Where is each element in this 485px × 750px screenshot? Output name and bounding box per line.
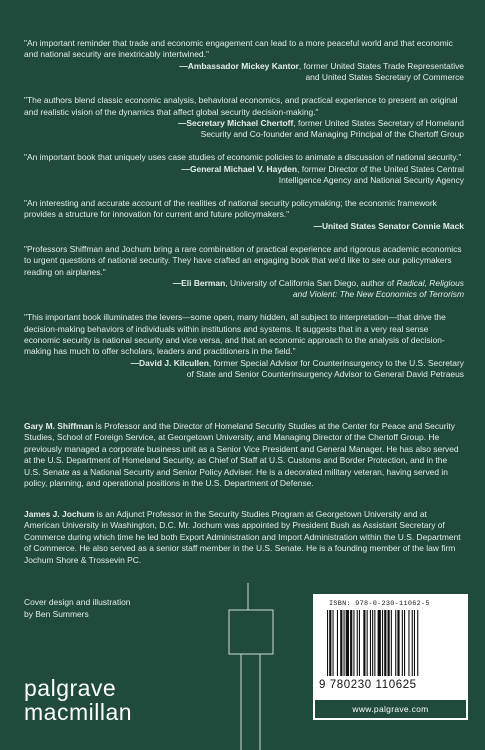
- barcode-bar: [363, 610, 365, 676]
- publisher-logo-line2: macmillan: [24, 699, 133, 725]
- endorser-role-cont: Security and Co-founder and Managing Principal of the Chertoff Group: [200, 129, 464, 140]
- barcode-bar: [417, 610, 418, 676]
- book-title-cont: and Violent: The New Economics of Terrorism: [292, 289, 464, 300]
- endorsement-attribution: [24, 221, 464, 232]
- endorsements: [24, 38, 464, 392]
- author-name: Gary M. Shiffman: [24, 421, 94, 431]
- author-bio: [24, 509, 464, 566]
- barcode-bar: [378, 610, 381, 676]
- endorser-role-cont: of State and Senior Counterinsurgency Advisor to General David Petraeus: [186, 369, 464, 380]
- isbn-label: ISBN: 978-0-230-11062-5: [329, 600, 430, 608]
- author-bio: [24, 421, 464, 489]
- endorsement: [24, 312, 464, 380]
- barcode-bar: [402, 610, 403, 676]
- endorsement-attribution: [24, 61, 464, 84]
- endorser-role: , former Special Advisor for Counterinsurgency to the U.S. Secretary: [208, 357, 464, 368]
- barcode-bar: [357, 610, 358, 676]
- barcode-bar: [340, 610, 342, 676]
- publisher-logo: [24, 676, 132, 724]
- endorser-role-cont: and United States Secretary of Commerce: [305, 72, 464, 83]
- endorsement: [24, 38, 464, 84]
- barcode-bar: [353, 610, 354, 676]
- barcode-bar: [395, 610, 396, 676]
- barcode-bar: [329, 610, 331, 676]
- barcode-bar: [412, 610, 413, 676]
- endorsement: [24, 244, 464, 301]
- barcode-bar: [384, 610, 386, 676]
- endorsement-text: "An important reminder that trade and economic engagement can lead to a more peaceful world and that economic and national security are inextricably intertwined.": [24, 38, 453, 60]
- barcode-bar: [346, 610, 349, 676]
- barcode-bar: [333, 610, 334, 676]
- endorsement-text: "The authors blend classic economic analysis, behavioral economics, and practical experience to present an original and realistic vision of the dynamics that affect global security decision-making.": [24, 95, 458, 117]
- barcode-bar: [391, 610, 392, 676]
- barcode-bar: [372, 610, 373, 676]
- endorsement-attribution: [24, 164, 464, 187]
- book-title: Radical, Religious: [396, 277, 464, 288]
- barcode-panel: [313, 594, 468, 720]
- cover-credit: [24, 596, 130, 620]
- barcode-bar: [327, 610, 328, 676]
- endorsement-text: "Professors Shiffman and Jochum bring a rare combination of practical experience and rigorous academic economics to urgent questions of national security. They have crafted an engaging book that we'd like to see our policymakers reading on airplanes.": [24, 243, 462, 277]
- endorser-name: —Eli Berman: [172, 277, 226, 288]
- barcode-bar: [397, 610, 399, 676]
- publisher-url: www.palgrave.com: [313, 698, 468, 720]
- barcode-bar: [414, 610, 415, 676]
- barcode-bar: [359, 610, 360, 676]
- endorsement: [24, 152, 464, 186]
- endorser-name: —Ambassador Mickey Kantor: [179, 60, 299, 71]
- endorser-name: —Secretary Michael Chertoff: [177, 117, 294, 128]
- publisher-logo-line1: palgrave: [24, 675, 117, 701]
- cover-credit-line: Cover design and illustration: [24, 597, 131, 607]
- barcode-bar: [367, 610, 368, 676]
- endorsement-attribution: [24, 278, 464, 301]
- author-bio-text: is an Adjunct Professor in the Security Studies Program at Georgetown University and at American University in Washington, D.C. Mr. Jochum was appointed by President Bush as Assistant Secretary of Commerce during which time he led both Export Administration and Import Administration within the U.S. Department of Commerce. He also served as a senior staff member in the U.S. Senate. He is a founding member of the law firm Jochum Shore & Trossevin PC.: [24, 509, 461, 565]
- barcode: [327, 610, 455, 676]
- endorser-name: —David J. Kilcullen: [130, 357, 209, 368]
- barcode-bar: [388, 610, 390, 676]
- barcode-bar: [404, 610, 405, 676]
- endorser-role: , former United States Trade Representative: [298, 60, 464, 71]
- barcode-bar: [382, 610, 383, 676]
- barcode-bar: [408, 610, 409, 676]
- barcode-bar: [337, 610, 338, 676]
- author-bio-text: is Professor and the Director of Homeland Security Studies at the Center for Peace and Security Studies, School of Foreign Service, at Georgetown University, and Managing Director of the Chertoff Group. He previously managed a corporate business unit as a Senior Vice President and General Manager. He has also served at the U.S. Department of Homeland Security, as Chief of Staff at U.S. Customs and Border Protection, and in the U.S. Senate as a National Security and Senior Policy Adviser. He is a decorated military veteran, having served in policy, planning, and operational positions in the U.S. Department of Defense.: [24, 421, 459, 489]
- endorser-name: —General Michael V. Hayden: [181, 163, 298, 174]
- endorsement-text: "This important book illuminates the levers—some open, many hidden, all subject to interpretation—that drive the decision-making behaviors of individuals within institutions and systems. It suggests that in a very real sense economic security is national security and vice versa, and that an economic approach to the analysis of decision-making has much to offer scholars, leaders and practitioners in the field.": [24, 312, 446, 357]
- endorsement-attribution: [24, 358, 464, 381]
- barcode-bar: [350, 610, 352, 676]
- cover-credit-line: by Ben Summers: [24, 609, 89, 619]
- endorsement-text: "An important book that uniquely uses case studies of economic policies to animate a discussion of national security.": [24, 152, 462, 163]
- author-name: James J. Jochum: [24, 509, 95, 519]
- endorsement: [24, 198, 464, 232]
- endorser-role-cont: Intelligence Agency and National Security Agency: [278, 175, 464, 186]
- endorser-role: , former United States Secretary of Homeland: [293, 117, 464, 128]
- barcode-bar: [374, 610, 375, 676]
- endorser-name: —United States Senator Connie Mack: [313, 220, 464, 231]
- barcode-bar: [370, 610, 371, 676]
- barcode-bar: [344, 610, 345, 676]
- endorsement-attribution: [24, 118, 464, 141]
- endorsement-text: "An interesting and accurate account of the realities of national security policymaking; the economic framework provides a structure for innovation for current and future policymakers.": [24, 197, 437, 220]
- barcode-number: 9 780230 110625: [319, 679, 417, 691]
- endorser-role: , University of California San Diego, author of: [225, 277, 397, 288]
- endorsement: [24, 95, 464, 141]
- endorser-role: , former Director of the United States Central: [297, 163, 464, 174]
